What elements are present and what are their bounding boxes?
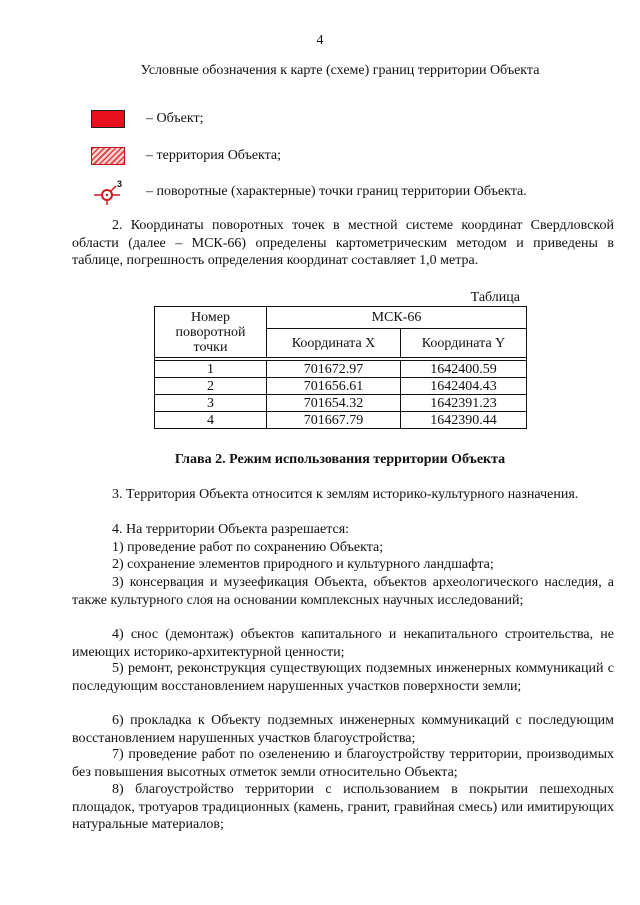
list-item-7: 7) проведение работ по озеленению и благоустройству территории, производимых без повышения высотных отметок земли относительно Объекта;: [72, 747, 614, 780]
legend-title: Условные обозначения к карте (схеме) границ территории Объекта: [140, 63, 540, 78]
legend-label: – Объект;: [146, 111, 204, 126]
table-row: 3 701654.32 1642391.23: [155, 395, 527, 412]
legend-label: – поворотные (характерные) точки границ территории Объекта.: [146, 184, 527, 199]
list-item-6: 6) прокладка к Объекту подземных инженерных коммуникаций с последующим восстановлением нарушенных участков благоустройства;: [72, 713, 614, 746]
legend-item-turning-points: [88, 180, 527, 204]
chapter-title: Глава 2. Режим использования территории Объекта: [174, 452, 506, 467]
list-item-2: 2) сохранение элементов природного и культурного ландшафта;: [112, 557, 494, 572]
table-row: 1 701672.97 1642400.59: [155, 361, 527, 378]
coordinates-table: [154, 306, 527, 429]
list-item-3: 3) консервация и музеефикация Объекта, объектов археологического наследия, а также культурного слоя на основании комплексных научных исследований;: [72, 575, 614, 608]
table-caption: Таблица: [470, 290, 520, 305]
legend-item-territory: [88, 144, 281, 168]
table-row: 4 701667.79 1642390.44: [155, 412, 527, 429]
list-item-5: 5) ремонт, реконструкция существующих подземных инженерных коммуникаций с последующим восстановлением нарушенных участков поверхности земли;: [72, 661, 614, 694]
turning-point-marker-icon: [88, 180, 128, 204]
object-swatch-icon: [88, 107, 128, 131]
page-number: 4: [316, 33, 324, 48]
list-item-4: 4) снос (демонтаж) объектов капитального и некапитального строительства, не имеющих историко-архитектурной ценности;: [72, 627, 614, 660]
legend-item-object: [88, 107, 203, 131]
table-row: 2 701656.61 1642404.43: [155, 378, 527, 395]
legend-label: – территория Объекта;: [146, 148, 282, 163]
paragraph-2: 2. Координаты поворотных точек в местной системе координат Свердловской области (далее – МСК-66) определены картометрическим методом и приведены в таблице, погрешность определения координат составляет 1,0 метра.: [72, 218, 614, 269]
marker-number: 3: [117, 179, 123, 189]
header-x: Координата X: [267, 329, 401, 358]
header-point-number: Номер поворотной точки: [155, 307, 267, 358]
paragraph-3: 3. Территория Объекта относится к землям историко-культурного назначения.: [112, 487, 579, 502]
territory-hatch-swatch-icon: [88, 144, 128, 168]
list-item-1: 1) проведение работ по сохранению Объекта;: [112, 540, 384, 555]
header-coordinate-system: МСК-66: [267, 307, 527, 329]
header-y: Координата Y: [401, 329, 527, 358]
table-header-row: [155, 307, 527, 329]
paragraph-4: 4. На территории Объекта разрешается:: [112, 522, 350, 537]
list-item-8: 8) благоустройство территории с использованием в покрытии пешеходных площадок, тротуаров традиционных (камень, гранит, гравийная смесь) или имитирующих натуральные материалов;: [72, 782, 614, 833]
